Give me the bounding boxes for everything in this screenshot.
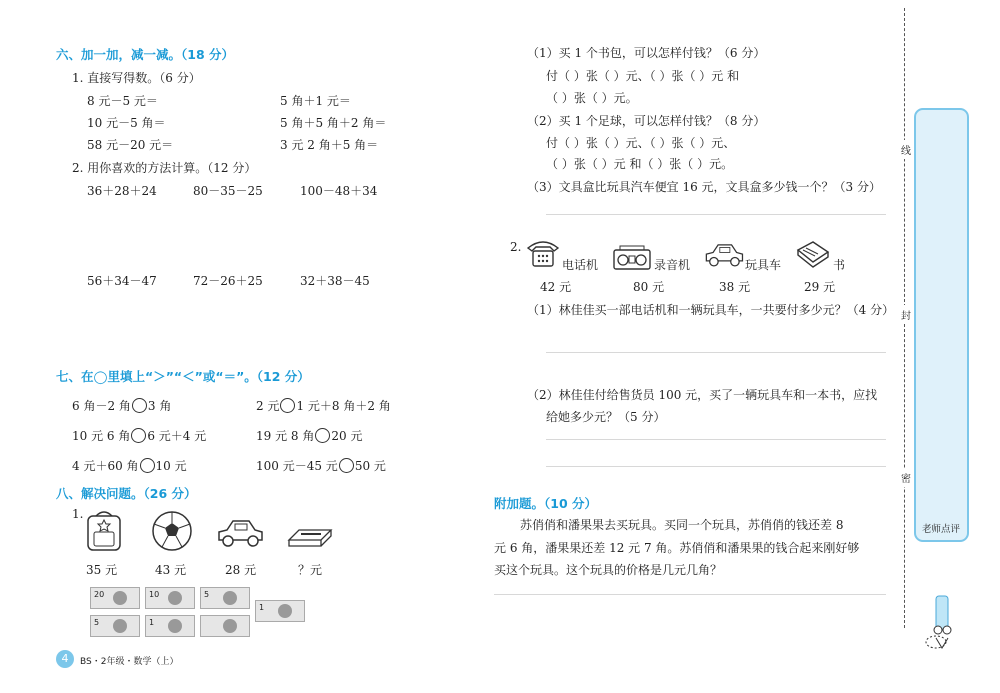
section-8-title: 八、解决问题。（26 分） xyxy=(56,486,197,501)
banknote-image: 5 xyxy=(90,615,140,637)
compare-item: 2 元 1 元＋8 角＋2 角 xyxy=(256,399,391,413)
section-6-title: 六、加一加，减一减。（18 分） xyxy=(56,47,234,62)
binding-char: 密 xyxy=(900,468,912,487)
compare-circle[interactable] xyxy=(140,458,155,473)
calc-item: 80－35－25 xyxy=(193,184,263,198)
backpack-icon xyxy=(84,508,124,552)
calc-item: 58 元－20 元＝ xyxy=(87,138,174,152)
item-price: 29 元 xyxy=(804,280,836,294)
extra-title: 附加题。（10 分） xyxy=(494,496,597,511)
item-name: 书 xyxy=(833,258,846,272)
question-text: 给她多少元？（5 分） xyxy=(546,410,666,424)
item-price: 42 元 xyxy=(540,280,572,294)
compare-circle[interactable] xyxy=(339,458,354,473)
answer-rule xyxy=(546,352,886,353)
compare-item: 100 元－45 元 50 元 xyxy=(256,459,386,473)
answer-rule xyxy=(546,439,886,440)
question-number: 1. xyxy=(72,507,84,521)
banknote-image: 10 xyxy=(145,587,195,609)
extra-line: 买这个玩具。这个玩具的价格是几元几角？ xyxy=(494,563,723,577)
compare-item: 4 元＋60 角 10 元 xyxy=(72,459,187,473)
price-label: 28 元 xyxy=(225,563,257,577)
answer-line[interactable]: 付（ ）张（ ）元、（ ）张（ ）元、 xyxy=(546,136,736,150)
binding-char: 线 xyxy=(900,140,912,159)
price-label: ？元 xyxy=(298,563,323,577)
question-title: 1. 直接写得数。（6 分） xyxy=(72,71,201,85)
calc-item: 5 角＋5 角＋2 角＝ xyxy=(280,116,387,130)
pencil-case-icon xyxy=(287,526,333,550)
question-text: （1）林佳佳买一部电话机和一辆玩具车，一共要付多少元？（4 分） xyxy=(527,303,895,317)
calc-item: 56＋34－47 xyxy=(87,274,157,288)
compare-circle[interactable] xyxy=(280,398,295,413)
price-label: 43 元 xyxy=(155,563,187,577)
answer-rule xyxy=(494,594,886,595)
teacher-comment-box[interactable] xyxy=(914,108,969,542)
calc-item: 72－26＋25 xyxy=(193,274,263,288)
compare-circle[interactable] xyxy=(132,398,147,413)
question-title: 2. 用你喜欢的方法计算。（12 分） xyxy=(72,161,257,175)
answer-rule xyxy=(546,214,886,215)
banknote-image: 1 xyxy=(255,600,305,622)
compare-circle[interactable] xyxy=(315,428,330,443)
question-text: （2）买 1 个足球，可以怎样付钱？（8 分） xyxy=(527,114,766,128)
compare-item: 6 角－2 角 3 角 xyxy=(72,399,172,413)
banknote-image: 5 xyxy=(200,587,250,609)
answer-line[interactable]: 付（ ）张（ ）元、（ ）张（ ）元 和 xyxy=(546,69,740,83)
extra-line: 苏俏俏和潘果果去买玩具。买同一个玩具，苏俏俏的钱还差 8 xyxy=(520,518,844,532)
banknote-image xyxy=(200,615,250,637)
answer-rule xyxy=(546,466,886,467)
banknote-image: 1 xyxy=(145,615,195,637)
calc-item: 32＋38－45 xyxy=(300,274,370,288)
book-icon xyxy=(795,240,831,270)
item-price: 80 元 xyxy=(633,280,665,294)
calc-item: 100－48＋34 xyxy=(300,184,378,198)
calc-item: 8 元－5 元＝ xyxy=(87,94,158,108)
banknote-image: 20 xyxy=(90,587,140,609)
telephone-icon xyxy=(526,238,560,268)
compare-item: 19 元 8 角 20 元 xyxy=(256,429,363,443)
calc-item: 10 元－5 角＝ xyxy=(87,116,166,130)
section-7-title: 七、在◯里填上“＞”“＜”或“＝”。（12 分） xyxy=(56,369,310,384)
item-price: 38 元 xyxy=(719,280,751,294)
price-label: 35 元 xyxy=(86,563,118,577)
toy-car-icon xyxy=(215,516,265,550)
calc-item: 3 元 2 角＋5 角＝ xyxy=(280,138,379,152)
teacher-comment-label: 老师点评 xyxy=(921,524,960,535)
page-number: 4 xyxy=(56,650,74,668)
calc-item: 5 角＋1 元＝ xyxy=(280,94,351,108)
question-text: （3）文具盒比玩具汽车便宜 16 元，文具盒多少钱一个？（3 分） xyxy=(527,180,881,194)
question-text: （2）林佳佳付给售货员 100 元，买了一辆玩具车和一本书，应找 xyxy=(527,388,878,402)
compare-item: 10 元 6 角 6 元＋4 元 xyxy=(72,429,207,443)
toy-car-icon xyxy=(703,240,745,270)
radio-icon xyxy=(612,244,652,270)
answer-line[interactable]: （ ）张（ ）元。 xyxy=(546,91,638,105)
football-icon xyxy=(151,510,193,552)
question-text: （1）买 1 个书包，可以怎样付钱？（6 分） xyxy=(527,46,766,60)
extra-line: 元 6 角，潘果果还差 12 元 7 角。苏俏俏和潘果果的钱合起来刚好够 xyxy=(494,541,860,555)
footer-text: BS・2年级・数学（上） xyxy=(80,657,179,667)
pencil-mascot-icon xyxy=(922,592,962,652)
compare-circle[interactable] xyxy=(131,428,146,443)
item-name: 玩具车 xyxy=(745,258,782,272)
question-number: 2. xyxy=(510,240,522,254)
item-name: 电话机 xyxy=(562,258,599,272)
item-name: 录音机 xyxy=(654,258,691,272)
binding-char: 封 xyxy=(900,305,912,324)
calc-item: 36＋28＋24 xyxy=(87,184,157,198)
answer-line[interactable]: （ ）张（ ）元 和（ ）张（ ）元。 xyxy=(546,157,734,171)
